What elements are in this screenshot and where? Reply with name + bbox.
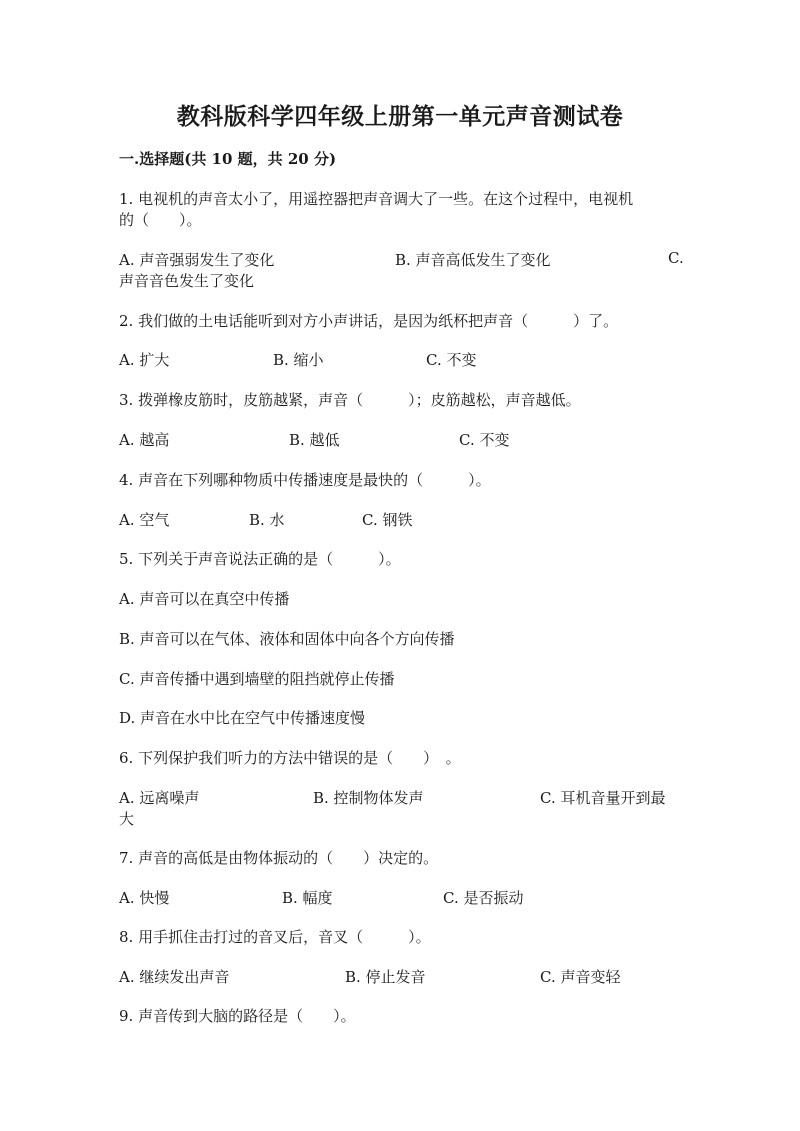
question-1-option-b: B. 声音高低发生了变化	[395, 251, 551, 269]
question-7-option-c: C. 是否振动	[443, 889, 524, 907]
question-2-option-c: C. 不变	[426, 351, 477, 369]
question-2-stem: 2. 我们做的土电话能听到对方小声讲话，是因为纸杯把声音（ ）了。	[119, 312, 619, 330]
question-6-stem: 6. 下列保护我们听力的方法中错误的是（ ） 。	[119, 749, 461, 767]
question-8-option-c: C. 声音变轻	[540, 968, 621, 986]
question-5-option-c: C. 声音传播中遇到墙壁的阻挡就停止传播	[119, 670, 395, 688]
question-1-stem-line-1: 1. 电视机的声音太小了，用遥控器把声音调大了一些。在这个过程中，电视机	[119, 190, 634, 208]
question-9-stem: 9. 声音传到大脑的路径是（ ）。	[119, 1007, 356, 1025]
question-3-option-c: C. 不变	[459, 431, 510, 449]
question-6-option-c: C. 耳机音量开到最	[540, 789, 666, 807]
question-2-option-b: B. 缩小	[273, 351, 324, 369]
question-4-option-c: C. 钢铁	[362, 511, 413, 529]
question-8-option-b: B. 停止发音	[345, 968, 426, 986]
question-3-option-a: A. 越高	[119, 431, 170, 449]
question-6-option-b: B. 控制物体发声	[313, 789, 424, 807]
question-1-option-a: A. 声音强弱发生了变化	[119, 251, 275, 269]
question-6-option-c-wrap: 大	[119, 810, 135, 828]
question-2-option-a: A. 扩大	[119, 351, 170, 369]
question-3-option-b: B. 越低	[289, 431, 340, 449]
question-5-option-a: A. 声音可以在真空中传播	[119, 590, 290, 608]
page-title: 教科版科学四年级上册第一单元声音测试卷	[176, 103, 624, 130]
question-1-stem-line-2: 的（ ）。	[119, 211, 202, 229]
question-4-option-a: A. 空气	[119, 511, 170, 529]
section-heading: 一.选择题(共 10 题，共 20 分)	[119, 150, 337, 168]
question-4-option-b: B. 水	[249, 511, 285, 529]
question-5-stem: 5. 下列关于声音说法正确的是（ ）。	[119, 550, 401, 568]
question-5-option-d: D. 声音在水中比在空气中传播速度慢	[119, 709, 366, 727]
question-6-option-a: A. 远离噪声	[119, 789, 200, 807]
question-5-option-b: B. 声音可以在气体、液体和固体中向各个方向传播	[119, 630, 455, 648]
question-7-option-b: B. 幅度	[282, 889, 333, 907]
question-1-option-c-label: C.	[668, 249, 684, 267]
question-7-option-a: A. 快慢	[119, 889, 170, 907]
question-8-option-a: A. 继续发出声音	[119, 968, 230, 986]
question-3-stem: 3. 拨弹橡皮筋时，皮筋越紧，声音（ ）；皮筋越松，声音越低。	[119, 391, 581, 409]
question-8-stem: 8. 用手抓住击打过的音叉后，音叉（ ）。	[119, 928, 431, 946]
question-4-stem: 4. 声音在下列哪种物质中传播速度是最快的（ ）。	[119, 471, 491, 489]
question-1-option-c-text: 声音音色发生了变化	[119, 272, 255, 290]
question-7-stem: 7. 声音的高低是由物体振动的（ ）决定的。	[119, 849, 439, 867]
